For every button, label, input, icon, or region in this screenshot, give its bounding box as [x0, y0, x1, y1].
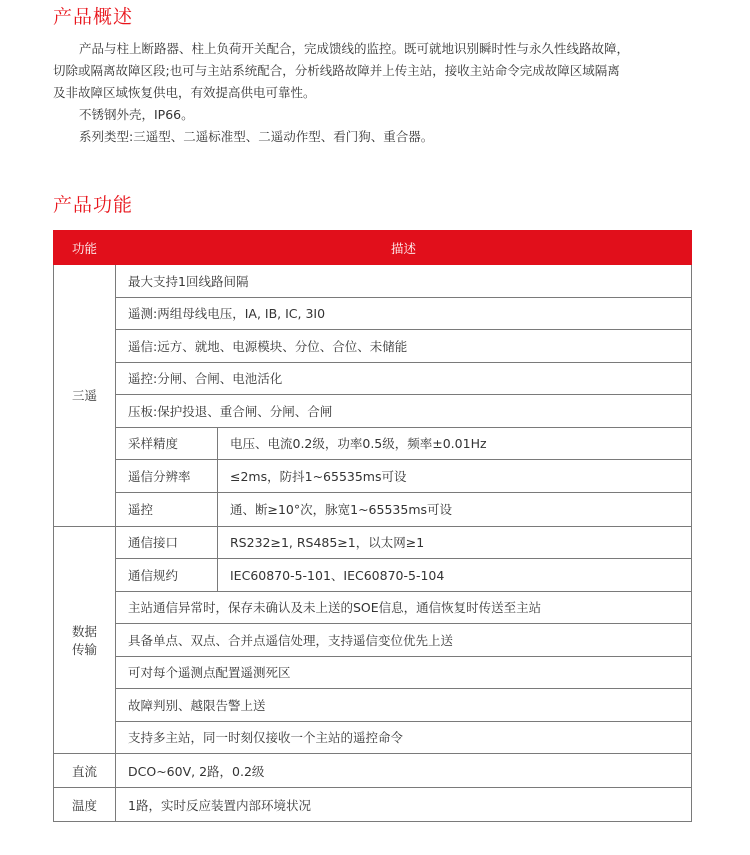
table-row — [54, 460, 692, 493]
overview-housing: 不锈钢外壳，IP66。 — [79, 107, 194, 122]
table-cell: 最大支持1回线路间隔 — [116, 265, 692, 298]
category-temperature: 温度 — [54, 788, 116, 822]
table-row — [54, 559, 692, 592]
subrow-value: 通、断≥10°次，脉宽1~65535ms可设 — [218, 492, 692, 526]
table-cell: 主站通信异常时，保存未确认及未上送的SOE信息，通信恢复时传送至主站 — [116, 591, 692, 624]
table-row — [54, 492, 692, 526]
category-dc: 直流 — [54, 754, 116, 788]
subrow-value: 电压、电流0.2级，功率0.5级，频率±0.01Hz — [218, 427, 692, 460]
overview-paragraph-line: 及非故障区域恢复供电，有效提高供电可靠性。 — [53, 85, 316, 100]
table-row — [54, 721, 692, 754]
table-cell: 1路，实时反应装置内部环境状况 — [116, 788, 692, 822]
table-cell: 遥信:远方、就地、电源模块、分位、合位、未储能 — [116, 330, 692, 363]
subrow-name: 遥信分辨率 — [116, 460, 218, 493]
table-cell: 故障判别、越限告警上送 — [116, 689, 692, 722]
functions-title: 产品功能 — [53, 194, 134, 216]
subrow-value: IEC60870-5-101、IEC60870-5-104 — [218, 559, 692, 592]
subrow-value: ≤2ms，防抖1~65535ms可设 — [218, 460, 692, 493]
table-cell: 具备单点、双点、合并点遥信处理，支持遥信变位优先上送 — [116, 624, 692, 657]
table-cell: DCO~60V, 2路，0.2级 — [116, 754, 692, 788]
header-description: 描述 — [116, 231, 692, 265]
table-cell: 遥测:两组母线电压，IA, IB, IC, 3I0 — [116, 297, 692, 330]
table-cell: 压板:保护投退、重合闸、分闸、合闸 — [116, 395, 692, 428]
subrow-name: 采样精度 — [116, 427, 218, 460]
table-row — [54, 330, 692, 363]
table-row — [54, 656, 692, 689]
subrow-name: 通信规约 — [116, 559, 218, 592]
table-header-row — [54, 231, 692, 265]
overview-text — [53, 38, 698, 148]
functions-table — [53, 230, 692, 822]
table-row — [54, 362, 692, 395]
category-data-transfer — [54, 526, 116, 754]
table-cell: 遥控:分闸、合闸、电池活化 — [116, 362, 692, 395]
table-row — [54, 754, 692, 788]
overview-series-types: 系列类型:三遥型、二遥标准型、二遥动作型、看门狗、重合器。 — [79, 129, 434, 144]
table-row — [54, 788, 692, 822]
table-cell: 支持多主站，同一时刻仅接收一个主站的遥控命令 — [116, 721, 692, 754]
subrow-value: RS232≥1, RS485≥1，以太网≥1 — [218, 526, 692, 559]
category-label-line: 数据 — [71, 623, 97, 639]
table-row — [54, 265, 692, 298]
overview-paragraph-line: 切除或隔离故障区段;也可与主站系统配合，分析线路故障并上传主站，接收主站命令完成故障区域隔离 — [53, 63, 620, 78]
table-cell: 可对每个遥测点配置遥测死区 — [116, 656, 692, 689]
overview-title: 产品概述 — [53, 6, 134, 28]
overview-paragraph-line: 产品与柱上断路器、柱上负荷开关配合，完成馈线的监控。既可就地识别瞬时性与永久性线路故障， — [79, 41, 630, 56]
subrow-name: 遥控 — [116, 492, 218, 526]
subrow-name: 通信接口 — [116, 526, 218, 559]
category-label-line: 传输 — [71, 641, 97, 657]
category-sanyao: 三遥 — [54, 265, 116, 527]
table-row — [54, 427, 692, 460]
table-row — [54, 689, 692, 722]
table-row — [54, 395, 692, 428]
table-row — [54, 591, 692, 624]
table-row — [54, 297, 692, 330]
table-row — [54, 624, 692, 657]
header-function: 功能 — [54, 231, 116, 265]
table-row — [54, 526, 692, 559]
